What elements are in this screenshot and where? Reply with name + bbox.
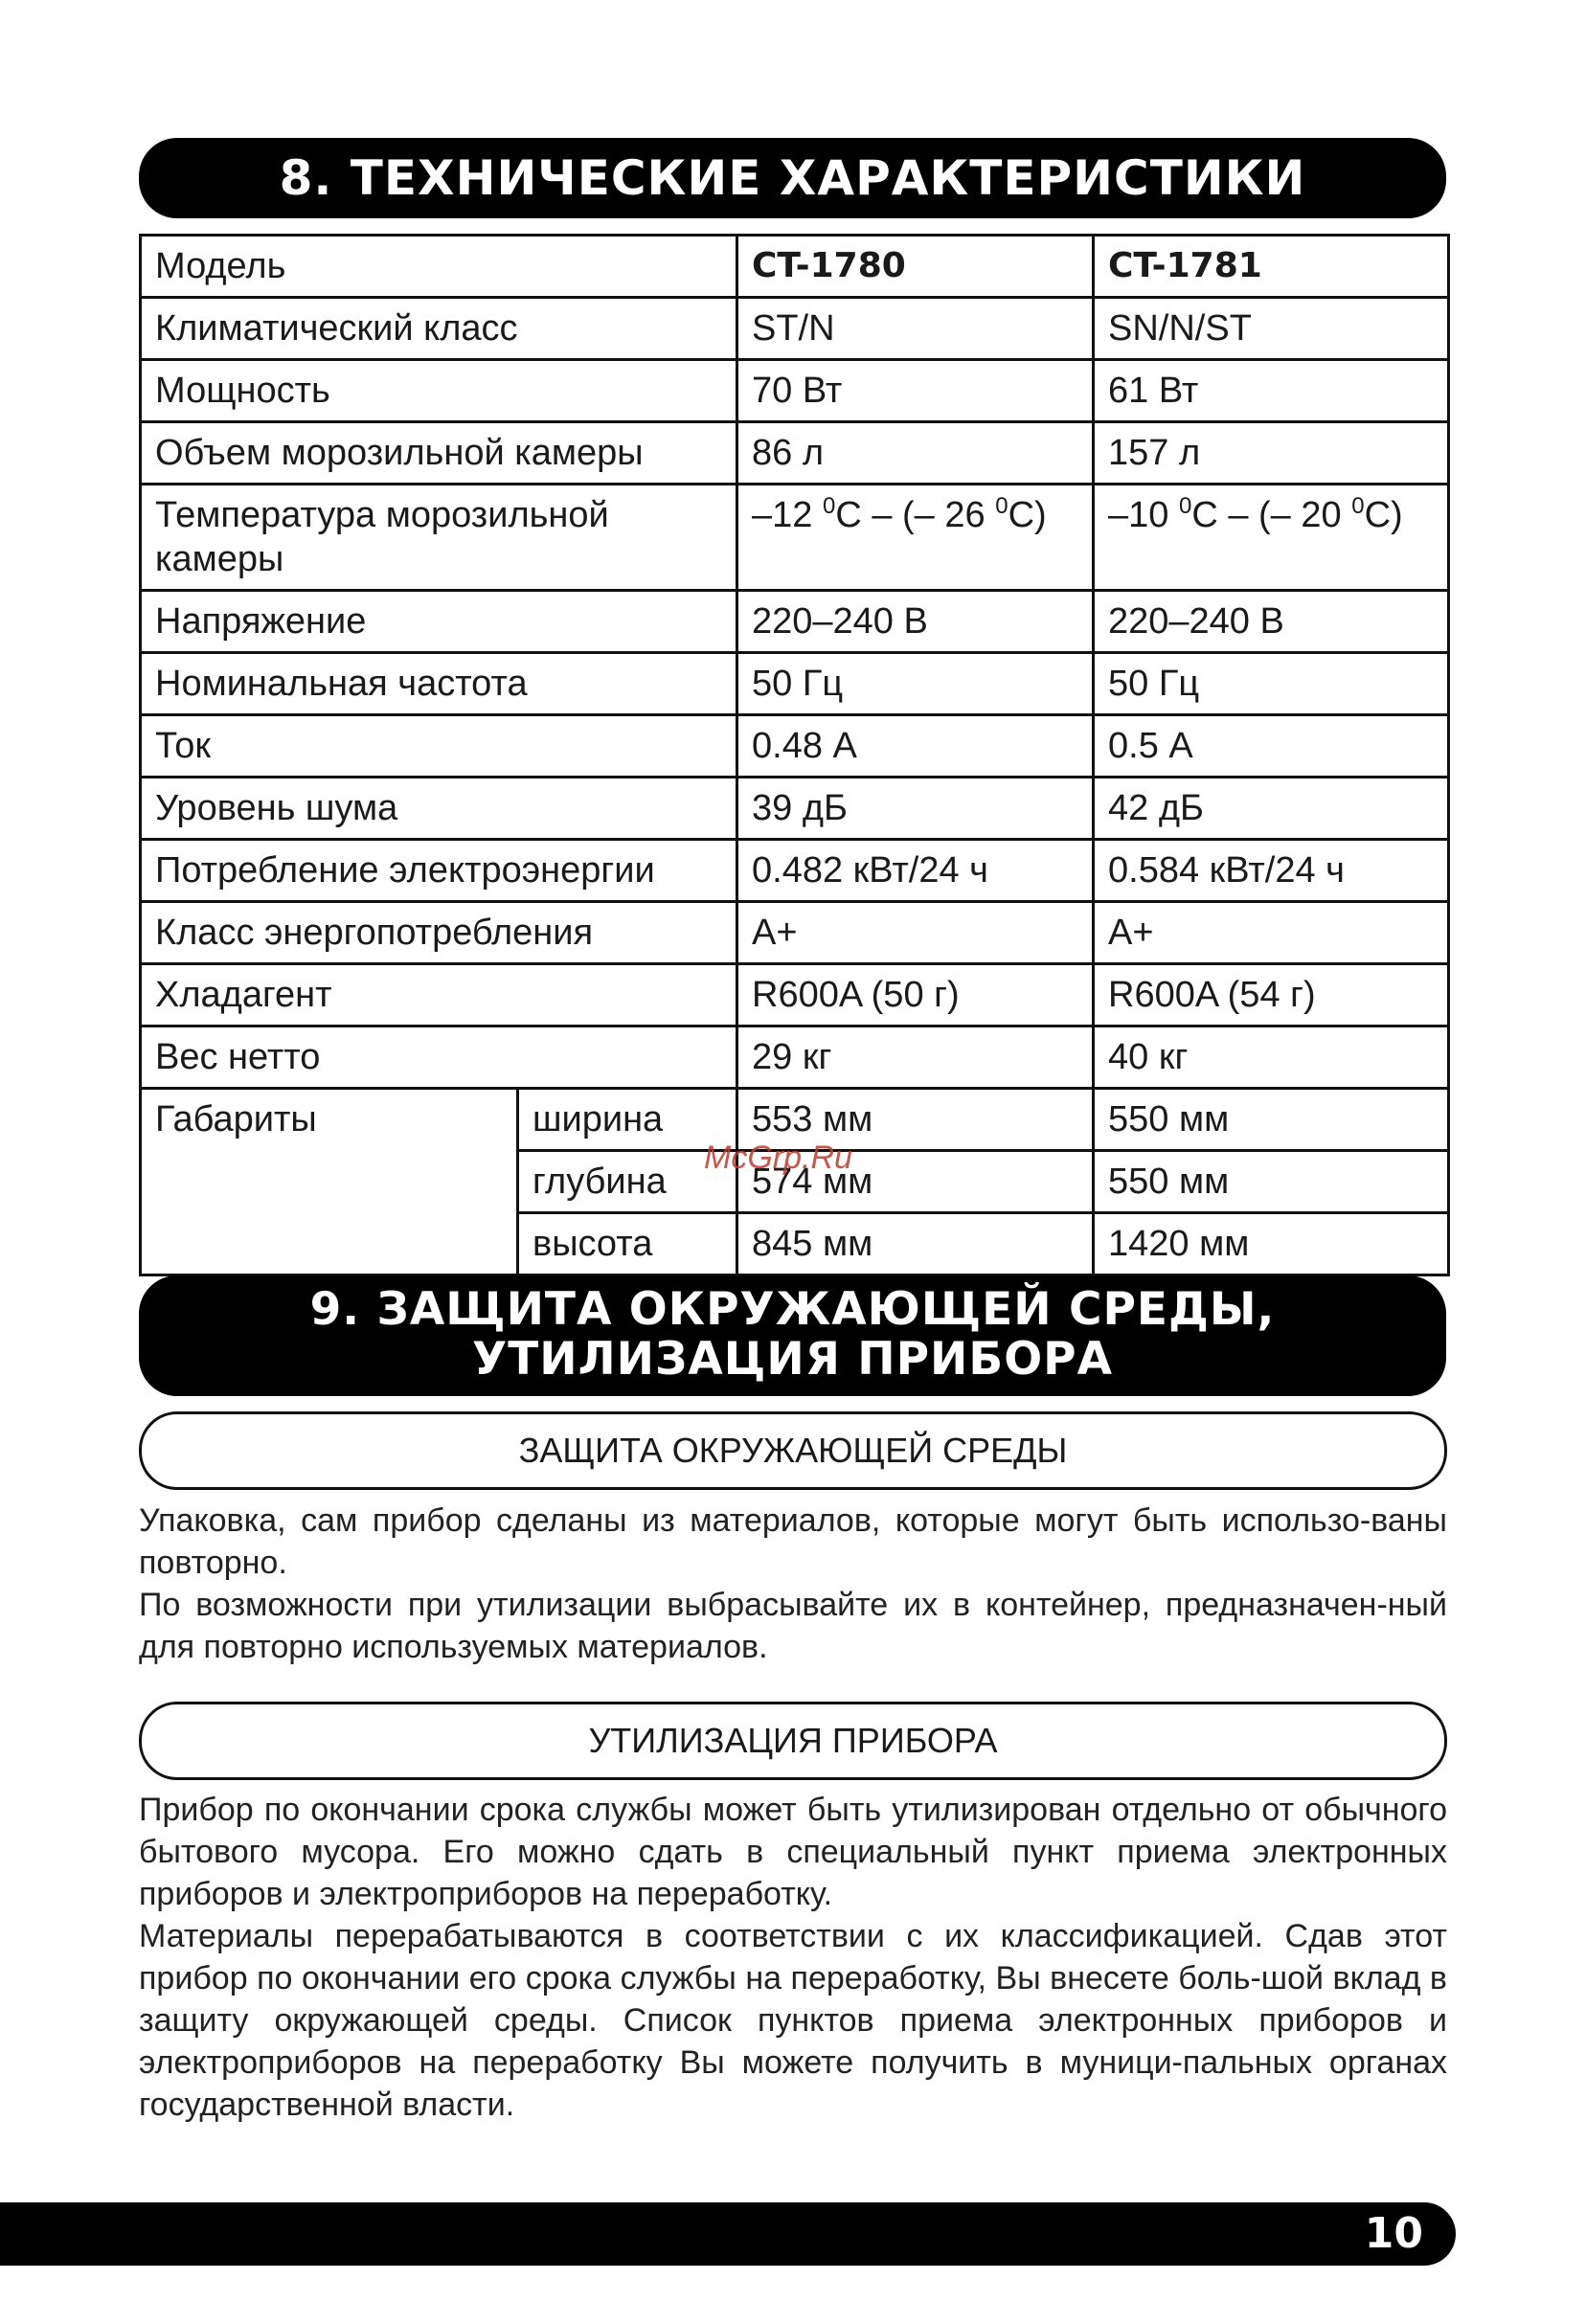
footer-bar — [0, 2202, 1456, 2266]
page-number: 10 — [1364, 2209, 1423, 2258]
cell-value: 1420 мм — [1094, 1213, 1449, 1275]
model-ct1781: CT-1781 — [1094, 236, 1449, 298]
table-row — [141, 422, 1449, 485]
environment-text — [139, 1500, 1447, 1668]
row-label: Ток — [141, 715, 737, 778]
cell-value: 574 мм — [737, 1151, 1094, 1213]
cell-value: 550 мм — [1094, 1089, 1449, 1151]
cell-value: 50 Гц — [737, 653, 1094, 715]
row-label: Мощность — [141, 360, 737, 422]
row-label: Номинальная частота — [141, 653, 737, 715]
row-label: Температура морозильной камеры — [141, 485, 737, 591]
cell-value: 0.48 А — [737, 715, 1094, 778]
cell-value: 220–240 В — [737, 591, 1094, 653]
row-label: Уровень шума — [141, 778, 737, 840]
row-label: Класс энергопотребления — [141, 902, 737, 964]
spec-table — [139, 234, 1450, 1276]
row-label: Хладагент — [141, 964, 737, 1027]
disposal-heading: УТИЛИЗАЦИЯ ПРИБОРА — [139, 1702, 1447, 1780]
row-label: Модель — [141, 236, 737, 298]
cell-value: 61 Вт — [1094, 360, 1449, 422]
row-label: Напряжение — [141, 591, 737, 653]
cell-value: 0.482 кВт/24 ч — [737, 840, 1094, 902]
section-9-title-line2: УТИЛИЗАЦИЯ ПРИБОРА — [472, 1333, 1113, 1386]
section-9-title-line1: 9. ЗАЩИТА ОКРУЖАЮЩЕЙ СРЕДЫ, — [309, 1283, 1276, 1336]
paragraph: По возможности при утилизации выбрасывайте их в контейнер, предназначен-ный для повторно используемых материалов. — [139, 1587, 1447, 1665]
environment-heading: ЗАЩИТА ОКРУЖАЮЩЕЙ СРЕДЫ — [139, 1411, 1447, 1490]
cell-value: 42 дБ — [1094, 778, 1449, 840]
row-label: Климатический класс — [141, 298, 737, 360]
cell-value: A+ — [737, 902, 1094, 964]
row-label: Объем морозильной камеры — [141, 422, 737, 485]
table-row — [141, 964, 1449, 1027]
paragraph: Прибор по окончании срока службы может быть утилизирован отдельно от обычного бытового мусора. Его можно сдать в специальный пункт приема электронных приборов и электроприборов на переработку. — [139, 1792, 1447, 1912]
cell-value: 553 мм — [737, 1089, 1094, 1151]
dimension-sub-label: глубина — [518, 1151, 737, 1213]
cell-value: –10 $^0$C – (– 20 $^0$C) — [1094, 485, 1449, 591]
cell-value: A+ — [1094, 902, 1449, 964]
disposal-text — [139, 1789, 1447, 2126]
cell-value: –12 $^0$C – (– 26 $^0$C) — [737, 485, 1094, 591]
table-row — [141, 778, 1449, 840]
table-row — [141, 236, 1449, 298]
cell-value: R600A (50 г) — [737, 964, 1094, 1027]
table-row — [141, 591, 1449, 653]
cell-value: 29 кг — [737, 1027, 1094, 1089]
table-row — [141, 298, 1449, 360]
table-row — [141, 485, 1449, 591]
dimension-sub-label: высота — [518, 1213, 737, 1275]
table-row — [141, 902, 1449, 964]
cell-value: 0.5 А — [1094, 715, 1449, 778]
paragraph: Упаковка, сам прибор сделаны из материалов, которые могут быть использо-ваны повторно. — [139, 1502, 1447, 1581]
section-9-title — [139, 1275, 1446, 1396]
cell-value: 157 л — [1094, 422, 1449, 485]
cell-value: SN/N/ST — [1094, 298, 1449, 360]
cell-value: ST/N — [737, 298, 1094, 360]
row-label: Потребление электроэнергии — [141, 840, 737, 902]
cell-value: 50 Гц — [1094, 653, 1449, 715]
cell-value: 220–240 В — [1094, 591, 1449, 653]
cell-value: 86 л — [737, 422, 1094, 485]
cell-value: 0.584 кВт/24 ч — [1094, 840, 1449, 902]
table-row — [141, 715, 1449, 778]
dimension-sub-label: ширина — [518, 1089, 737, 1151]
cell-value: R600A (54 г) — [1094, 964, 1449, 1027]
section-8-title: 8. ТЕХНИЧЕСКИЕ ХАРАКТЕРИСТИКИ — [139, 138, 1446, 218]
dimensions-label: Габариты — [141, 1089, 518, 1275]
watermark: McGrp.Ru — [704, 1139, 852, 1176]
paragraph: Материалы перерабатываются в соответствии с их классификацией. Сдав этот прибор по окончании его срока службы на переработку, Вы внесете боль-шой вклад в защиту окружающей среды. Список пунктов приема электронных приборов и электроприборов на переработку Вы можете получить в муници-пальных органах государственной власти. — [139, 1918, 1447, 2123]
cell-value: 40 кг — [1094, 1027, 1449, 1089]
cell-value: 550 мм — [1094, 1151, 1449, 1213]
cell-value: 70 Вт — [737, 360, 1094, 422]
table-row — [141, 653, 1449, 715]
table-row — [141, 840, 1449, 902]
table-row — [141, 360, 1449, 422]
cell-value: 845 мм — [737, 1213, 1094, 1275]
model-ct1780: CT-1780 — [737, 236, 1094, 298]
table-row — [141, 1027, 1449, 1089]
row-label: Вес нетто — [141, 1027, 737, 1089]
cell-value: 39 дБ — [737, 778, 1094, 840]
